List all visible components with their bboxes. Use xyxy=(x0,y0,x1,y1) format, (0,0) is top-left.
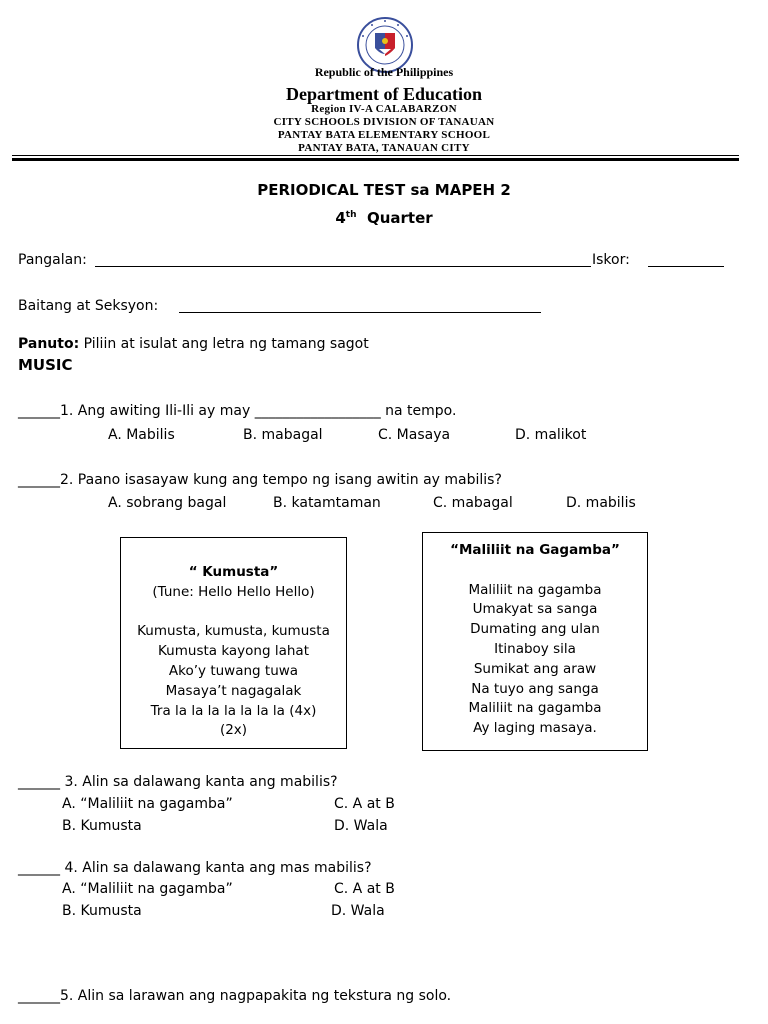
score-label: Iskor: xyxy=(592,252,630,268)
song-line: Itinaboy sila xyxy=(494,640,576,657)
q2-choice-a: A. sobrang bagal xyxy=(108,495,227,511)
q1-choice-d: D. malikot xyxy=(515,427,587,443)
header-address: PANTAY BATA, TANAUAN CITY xyxy=(298,142,470,154)
header-school: PANTAY BATA ELEMENTARY SCHOOL xyxy=(277,129,491,141)
q2-choice-c: C. mabagal xyxy=(433,495,513,511)
name-input-line[interactable] xyxy=(95,266,591,267)
question-1: ______1. Ang awiting Ili-Ili ay may __________________ na tempo. xyxy=(18,403,457,419)
question-3: ______ 3. Alin sa dalawang kanta ang mabilis? xyxy=(18,774,338,790)
song-line: Maliliit na gagamba xyxy=(468,700,602,717)
q3-choice-b: B. Kumusta xyxy=(62,818,142,834)
q1-choice-c: C. Masaya xyxy=(378,427,451,443)
header-divider-thick xyxy=(12,158,739,161)
instructions-label: Panuto: xyxy=(18,336,80,352)
song-line: Ako’y tuwang tuwa xyxy=(168,662,299,679)
quarter-line xyxy=(0,206,768,228)
q2-choice-b: B. katamtaman xyxy=(273,495,381,511)
q1-choice-a: A. Mabilis xyxy=(108,427,175,443)
instructions xyxy=(18,335,369,353)
song-line: Sumikat ang araw xyxy=(473,660,597,677)
question-4: ______ 4. Alin sa dalawang kanta ang mas mabilis? xyxy=(18,860,372,876)
header-country: Republic of the Philippines xyxy=(314,65,454,79)
q4-choice-d: D. Wala xyxy=(331,903,385,919)
song-spacer xyxy=(121,603,346,623)
grade-section-label: Baitang at Seksyon: xyxy=(18,298,159,314)
header-divider-thin xyxy=(12,155,739,156)
q1-choice-b: B. mabagal xyxy=(243,427,323,443)
quarter-number: 4 xyxy=(335,209,346,227)
name-label: Pangalan: xyxy=(18,252,87,268)
song-line: Kumusta, kumusta, kumusta xyxy=(137,623,330,640)
song-line: Dumating ang ulan xyxy=(470,621,600,638)
quarter-superscript: th xyxy=(345,210,357,220)
section-music-heading: MUSIC xyxy=(18,356,73,374)
grade-section-input-line[interactable] xyxy=(179,312,541,313)
q4-choice-b: B. Kumusta xyxy=(62,903,142,919)
header-department: Department of Education xyxy=(286,84,482,104)
q3-choice-c: C. A at B xyxy=(334,796,395,812)
song-title-gagamba: “Maliliit na Gagamba” xyxy=(450,542,620,558)
quarter-word: Quarter xyxy=(366,209,433,227)
song-box-gagamba xyxy=(422,532,648,751)
song-line: Na tuyo ang sanga xyxy=(471,680,599,697)
question-5: ______5. Alin sa larawan ang nagpapakita ng tekstura ng solo. xyxy=(18,988,452,1004)
song-spacer xyxy=(423,561,647,581)
test-title: PERIODICAL TEST sa MAPEH 2 xyxy=(257,181,511,199)
song-title-kumusta: “ Kumusta” xyxy=(188,564,279,580)
header-region: Region IV-A CALABARZON xyxy=(311,103,457,115)
instructions-text: Piliin at isulat ang letra ng tamang sagot xyxy=(83,336,369,352)
q3-choice-a: A. “Maliliit na gagamba” xyxy=(62,796,233,812)
song-line: Tra la la la la la la la (4x) xyxy=(150,702,317,719)
header-division: CITY SCHOOLS DIVISION OF TANAUAN xyxy=(273,116,495,128)
q3-choice-d: D. Wala xyxy=(334,818,388,834)
song-line: Umakyat sa sanga xyxy=(472,601,598,618)
song-line: Ay laging masaya. xyxy=(473,720,597,737)
song-line: (2x) xyxy=(219,722,248,739)
song-box-kumusta xyxy=(120,537,347,749)
q4-choice-a: A. “Maliliit na gagamba” xyxy=(62,881,233,897)
q2-choice-d: D. mabilis xyxy=(566,495,636,511)
song-line: Maliliit na gagamba xyxy=(468,581,602,598)
song-line: Masaya’t nagagalak xyxy=(165,682,302,699)
q4-choice-c: C. A at B xyxy=(334,881,395,897)
question-2: ______2. Paano isasayaw kung ang tempo ng isang awitin ay mabilis? xyxy=(18,472,502,488)
score-input-line[interactable] xyxy=(648,266,724,267)
song-line: Kumusta kayong lahat xyxy=(158,643,309,660)
song-tune-kumusta: (Tune: Hello Hello Hello) xyxy=(152,583,315,600)
